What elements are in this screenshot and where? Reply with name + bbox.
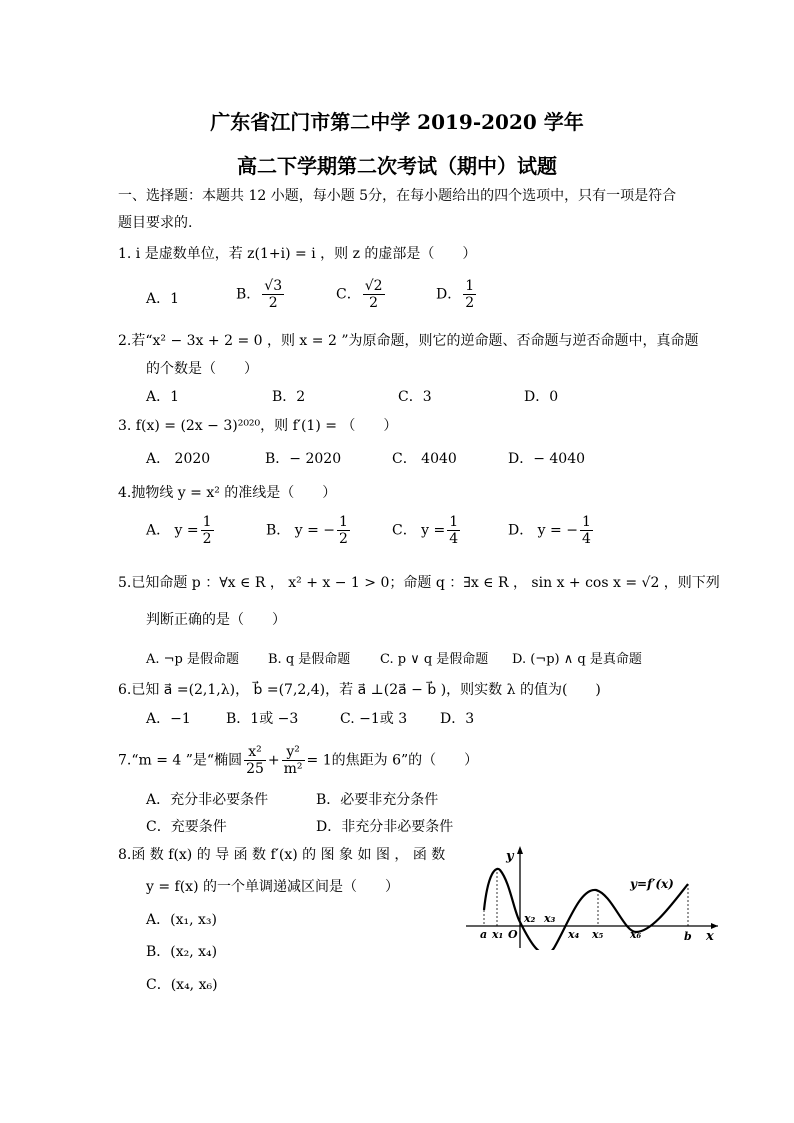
q1-option-d — [436, 278, 478, 311]
section-heading-cont: 题目要求的. — [118, 215, 193, 231]
q6-option-b: B．1或 −3 — [226, 711, 299, 727]
q1-option-d-label: D． — [436, 286, 462, 303]
point-label-b: b — [684, 930, 692, 943]
fraction-denominator: 4 — [449, 531, 459, 547]
point-label-x6: x₆ — [630, 928, 642, 941]
q4-option-d — [508, 514, 595, 547]
fraction — [363, 278, 385, 311]
q5-option-d: D. (¬p) ∧ q 是真命题 — [512, 652, 642, 667]
q1-option-b — [236, 278, 286, 311]
fraction-numerator: 1 — [339, 514, 348, 530]
q6-option-d: D．3 — [440, 711, 475, 727]
y-axis-arrow — [517, 846, 523, 854]
question-2-stem: 2.若“x² − 3x + 2 = 0 ，则 x = 2 ”为原命题，则它的逆命题、否命题与逆否命题中，真命题 — [118, 333, 699, 349]
point-label-origin: O — [508, 928, 518, 941]
fraction-numerator: 1 — [465, 278, 475, 294]
q7-option-c: C．充要条件 — [146, 819, 227, 835]
q2-option-d: D．0 — [524, 389, 559, 405]
fraction-denominator: 25 — [246, 761, 264, 777]
fraction — [201, 514, 214, 547]
point-label-x4: x₄ — [568, 928, 580, 941]
question-4-stem: 4.抛物线 y = x² 的准线是（ ） — [118, 485, 337, 501]
q7-stem-suffix: = 1的焦距为 6”的（ ） — [306, 752, 479, 769]
fraction — [244, 744, 266, 777]
q4-option-c-label: C． y = — [392, 522, 446, 539]
fraction-denominator: 2 — [369, 295, 379, 311]
q5-option-a: A. ¬p 是假命题 — [146, 652, 239, 667]
q4-option-a-label: A． y = — [146, 522, 199, 539]
fraction-denominator: 2 — [268, 295, 278, 311]
q2-option-b: B．2 — [272, 389, 306, 405]
q7-option-a: A．充分非必要条件 — [146, 792, 269, 808]
document-title: 广东省江门市第二中学 2019-2020 学年 — [210, 110, 584, 134]
fraction-denominator: 2 — [339, 531, 348, 547]
fraction — [447, 514, 460, 547]
fraction — [337, 514, 350, 547]
fraction-numerator: x² — [244, 744, 266, 761]
fraction-numerator: y² — [282, 744, 305, 761]
curve-label: y=f′(x) — [630, 877, 674, 891]
q4-option-b-label: B． y = − — [266, 522, 336, 539]
q7-option-d: D．非充分非必要条件 — [316, 819, 454, 835]
q1-option-a: A．1 — [146, 291, 180, 307]
fraction — [282, 744, 305, 777]
q1-option-b-label: B． — [236, 286, 261, 303]
fraction — [262, 278, 284, 311]
q2-option-a: A．1 — [146, 389, 180, 405]
question-8-stem-cont: y = f(x) 的一个单调递减区间是（ ） — [146, 879, 399, 895]
q1-option-c-label: C． — [336, 286, 361, 303]
question-3-stem: 3. f(x) = (2x − 3)²⁰²⁰，则 f′(1) = （ ） — [118, 418, 398, 434]
point-label-x2: x₂ — [524, 912, 536, 925]
y-axis-label: y — [506, 849, 514, 864]
fraction-denominator: 2 — [202, 531, 212, 547]
q4-option-d-label: D． y = − — [508, 522, 578, 539]
fraction — [463, 278, 476, 311]
question-1-stem: 1. i 是虚数单位，若 z(1+i) = i ，则 z 的虚部是（ ） — [118, 246, 477, 262]
q3-option-c: C． 4040 — [392, 451, 457, 467]
question-5-stem-cont: 判断正确的是（ ） — [146, 612, 286, 628]
q8-option-a: A．(x₁, x₃) — [146, 912, 217, 928]
q4-option-b — [266, 514, 352, 547]
plus-sign: + — [267, 752, 280, 769]
point-label-a: a — [480, 928, 488, 941]
q3-option-b: B．− 2020 — [265, 451, 342, 467]
q2-option-c: C．3 — [398, 389, 432, 405]
q5-option-b: B. q 是假命题 — [268, 652, 351, 667]
question-2-stem-cont: 的个数是（ ） — [146, 361, 258, 377]
q5-option-c: C. p ∨ q 是假命题 — [380, 652, 489, 667]
point-label-x5: x₅ — [592, 928, 604, 941]
q3-option-d: D．− 4040 — [508, 451, 586, 467]
question-7-stem — [118, 744, 478, 777]
q1-option-c — [336, 278, 387, 311]
q4-option-c — [392, 514, 462, 547]
fraction-numerator: √2 — [364, 278, 383, 294]
document-subtitle: 高二下学期第二次考试（期中）试题 — [237, 154, 557, 178]
fraction-numerator: 1 — [581, 514, 591, 530]
q7-stem-prefix: 7.“m = 4 ”是“椭圆 — [118, 752, 243, 769]
q8-option-b: B．(x₂, x₄) — [146, 944, 218, 960]
question-5-stem: 5.已知命题 p ：∀x ∈ R ， x² + x − 1 > 0；命题 q ：∃x ∈ R ， sin x + cos x = √2 ，则下列 — [118, 575, 720, 591]
fraction-denominator: 4 — [581, 531, 591, 547]
q8-option-c: C．(x₄, x₆) — [146, 977, 218, 993]
fraction-numerator: 1 — [202, 514, 212, 530]
fraction-numerator: √3 — [264, 278, 283, 294]
q6-option-a: A．−1 — [146, 711, 191, 727]
question-6-stem: 6.已知 a⃗ =(2,1,λ)， b⃗ =(7,2,4)，若 a⃗ ⊥(2a⃗ − b⃗ )，则实数 λ 的值为( ) — [118, 682, 601, 698]
point-label-x1: x₁ — [492, 928, 504, 941]
x-axis-label: x — [706, 929, 714, 944]
fraction — [580, 514, 593, 547]
q3-option-a: A． 2020 — [146, 451, 211, 467]
section-heading: 一、选择题：本题共 12 小题，每小题 5分，在每小题给出的四个选项中，只有一项是符合 — [118, 188, 677, 204]
q7-option-b: B．必要非充分条件 — [316, 792, 439, 808]
derivative-graph — [462, 842, 724, 950]
question-8-stem: 8.函 数 f(x) 的 导 函 数 f′(x) 的 图 象 如 图 ， 函 数 — [118, 847, 446, 863]
q4-option-a — [146, 514, 216, 547]
q6-option-c: C. −1或 3 — [340, 711, 408, 727]
point-label-x3: x₃ — [544, 912, 556, 925]
fraction-denominator: m² — [283, 761, 303, 777]
fraction-numerator: 1 — [449, 514, 459, 530]
fraction-denominator: 2 — [465, 295, 475, 311]
